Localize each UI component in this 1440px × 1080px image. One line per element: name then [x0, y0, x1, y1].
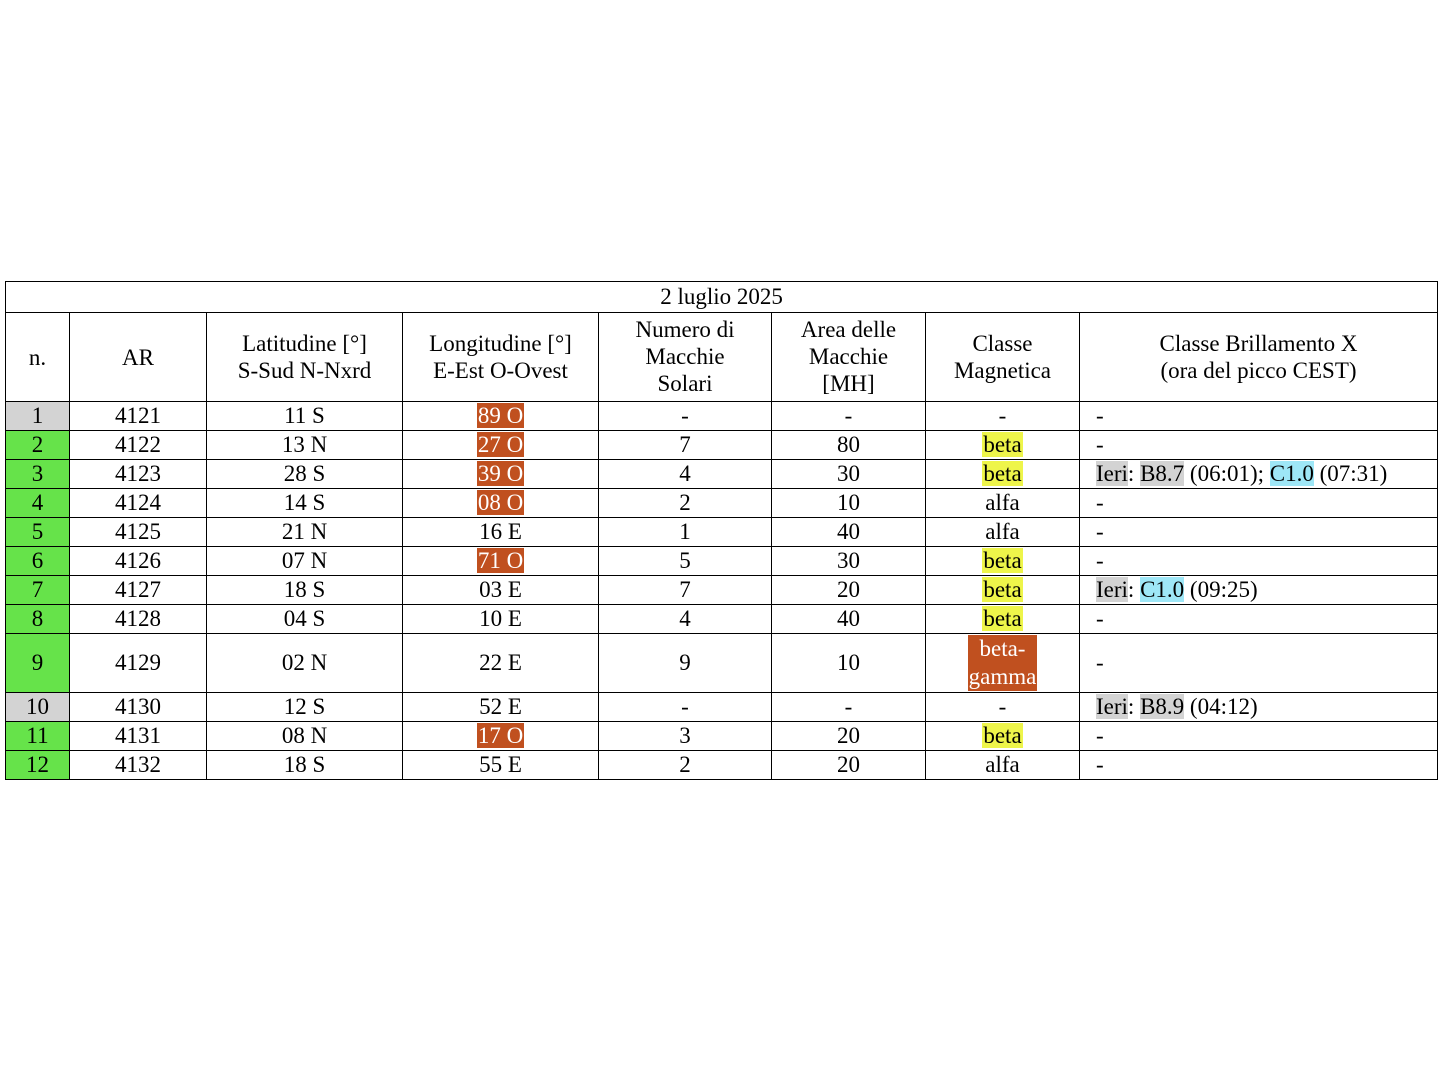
- flare-class-b: B8.7: [1140, 461, 1185, 487]
- table-row: [6, 576, 1438, 605]
- spot-count-cell: 9: [599, 634, 772, 693]
- magnetic-highlight: beta: [983, 606, 1022, 632]
- latitude-cell: 12 S: [207, 693, 403, 722]
- spot-area-cell: 10: [772, 634, 926, 693]
- spot-area-cell: 80: [772, 431, 926, 460]
- latitude-cell: 18 S: [207, 751, 403, 780]
- row-number: 5: [6, 518, 70, 547]
- longitude-cell: 10 E: [403, 605, 599, 634]
- spot-area-cell: 20: [772, 751, 926, 780]
- ieri-label: Ieri: [1096, 461, 1128, 487]
- table-row: [6, 547, 1438, 576]
- latitude-cell: 11 S: [207, 402, 403, 431]
- ar-cell: 4125: [70, 518, 207, 547]
- spot-count-cell: 2: [599, 751, 772, 780]
- table-row: [6, 751, 1438, 780]
- longitude-cell: 52 E: [403, 693, 599, 722]
- flare-cell: -: [1080, 518, 1438, 547]
- header-spot-area: Area delle Macchie [MH]: [772, 313, 926, 402]
- table-row: [6, 489, 1438, 518]
- row-number: 11: [6, 722, 70, 751]
- longitude-cell: [403, 489, 599, 518]
- header-row: [6, 313, 1438, 402]
- table-row: [6, 634, 1438, 693]
- longitude-cell: 16 E: [403, 518, 599, 547]
- spot-count-cell: -: [599, 402, 772, 431]
- table-row: [6, 431, 1438, 460]
- longitude-cell: [403, 722, 599, 751]
- table-row: [6, 518, 1438, 547]
- flare-class-c: C1.0: [1269, 461, 1314, 487]
- spot-count-cell: 5: [599, 547, 772, 576]
- magnetic-highlight: beta: [983, 577, 1022, 603]
- flare-time: (09:25): [1189, 577, 1258, 603]
- title-row: [6, 282, 1438, 313]
- longitude-highlight: 71 O: [477, 548, 524, 574]
- table-row: [6, 693, 1438, 722]
- header-longitude: Longitudine [°] E-Est O-Ovest: [403, 313, 599, 402]
- magnetic-highlight: beta: [983, 548, 1022, 574]
- ieri-label: Ieri: [1096, 577, 1128, 603]
- row-number: 10: [6, 693, 70, 722]
- magnetic-highlight: gamma: [968, 664, 1037, 689]
- spot-count-cell: 4: [599, 605, 772, 634]
- magnetic-class-cell: alfa: [926, 518, 1080, 547]
- magnetic-class-cell: [926, 722, 1080, 751]
- magnetic-highlight: beta-: [968, 635, 1038, 663]
- flare-cell: -: [1080, 489, 1438, 518]
- flare-time: (06:01);: [1189, 461, 1265, 487]
- row-number: 3: [6, 460, 70, 489]
- row-number: 8: [6, 605, 70, 634]
- spot-area-cell: 40: [772, 518, 926, 547]
- ar-cell: 4130: [70, 693, 207, 722]
- magnetic-class-cell: [926, 460, 1080, 489]
- flare-cell: -: [1080, 751, 1438, 780]
- row-number: 2: [6, 431, 70, 460]
- magnetic-highlight: beta: [983, 461, 1022, 487]
- ar-cell: 4122: [70, 431, 207, 460]
- latitude-cell: 04 S: [207, 605, 403, 634]
- flare-class-b: B8.9: [1140, 694, 1185, 720]
- row-number: 1: [6, 402, 70, 431]
- ar-cell: 4123: [70, 460, 207, 489]
- table-row: [6, 722, 1438, 751]
- ar-cell: 4121: [70, 402, 207, 431]
- longitude-highlight: 17 O: [477, 723, 524, 749]
- spot-area-cell: -: [772, 402, 926, 431]
- spot-area-cell: 20: [772, 576, 926, 605]
- spot-area-cell: 40: [772, 605, 926, 634]
- ar-cell: 4127: [70, 576, 207, 605]
- flare-time: (04:12): [1189, 694, 1258, 720]
- magnetic-class-cell: alfa: [926, 751, 1080, 780]
- longitude-cell: 22 E: [403, 634, 599, 693]
- flare-class-c: C1.0: [1140, 577, 1185, 603]
- longitude-highlight: 08 O: [477, 490, 524, 516]
- row-number: 7: [6, 576, 70, 605]
- table-row: [6, 605, 1438, 634]
- longitude-highlight: 39 O: [477, 461, 524, 487]
- flare-cell: -: [1080, 634, 1438, 693]
- flare-cell: [1080, 460, 1438, 489]
- header-n: n.: [6, 313, 70, 402]
- flare-cell: -: [1080, 547, 1438, 576]
- ar-cell: 4129: [70, 634, 207, 693]
- header-spot-count: Numero di Macchie Solari: [599, 313, 772, 402]
- magnetic-highlight: beta: [983, 432, 1022, 458]
- longitude-cell: [403, 547, 599, 576]
- latitude-cell: 28 S: [207, 460, 403, 489]
- header-magnetic-class: Classe Magnetica: [926, 313, 1080, 402]
- table-row: [6, 460, 1438, 489]
- spot-area-cell: 10: [772, 489, 926, 518]
- flare-cell: -: [1080, 402, 1438, 431]
- magnetic-class-cell: [926, 547, 1080, 576]
- magnetic-class-cell: -: [926, 693, 1080, 722]
- row-number: 4: [6, 489, 70, 518]
- table-row: [6, 402, 1438, 431]
- latitude-cell: 08 N: [207, 722, 403, 751]
- longitude-cell: [403, 460, 599, 489]
- spot-count-cell: 7: [599, 576, 772, 605]
- flare-cell: [1080, 576, 1438, 605]
- magnetic-highlight: beta: [983, 723, 1022, 749]
- latitude-cell: 18 S: [207, 576, 403, 605]
- sunspot-table: [5, 281, 1438, 780]
- spot-count-cell: 7: [599, 431, 772, 460]
- latitude-cell: 13 N: [207, 431, 403, 460]
- spot-area-cell: 20: [772, 722, 926, 751]
- magnetic-class-cell: alfa: [926, 489, 1080, 518]
- longitude-cell: 03 E: [403, 576, 599, 605]
- spot-area-cell: 30: [772, 460, 926, 489]
- latitude-cell: 14 S: [207, 489, 403, 518]
- separator: :: [1127, 577, 1135, 603]
- row-number: 12: [6, 751, 70, 780]
- spot-area-cell: -: [772, 693, 926, 722]
- flare-time: (07:31): [1319, 461, 1388, 487]
- spot-area-cell: 30: [772, 547, 926, 576]
- latitude-cell: 02 N: [207, 634, 403, 693]
- ar-cell: 4124: [70, 489, 207, 518]
- longitude-cell: [403, 402, 599, 431]
- longitude-cell: 55 E: [403, 751, 599, 780]
- ar-cell: 4131: [70, 722, 207, 751]
- row-number: 9: [6, 634, 70, 693]
- spot-count-cell: 2: [599, 489, 772, 518]
- ar-cell: 4126: [70, 547, 207, 576]
- magnetic-class-cell: [926, 634, 1080, 693]
- spot-count-cell: 4: [599, 460, 772, 489]
- table-title: 2 luglio 2025: [6, 282, 1438, 313]
- ieri-label: Ieri: [1096, 694, 1128, 720]
- spot-count-cell: 1: [599, 518, 772, 547]
- header-flare-class: Classe Brillamento X (ora del picco CEST): [1080, 313, 1438, 402]
- spot-count-cell: -: [599, 693, 772, 722]
- latitude-cell: 21 N: [207, 518, 403, 547]
- ar-cell: 4128: [70, 605, 207, 634]
- longitude-highlight: 27 O: [477, 432, 524, 458]
- flare-cell: -: [1080, 722, 1438, 751]
- flare-cell: [1080, 693, 1438, 722]
- magnetic-class-cell: -: [926, 402, 1080, 431]
- header-ar: AR: [70, 313, 207, 402]
- spot-count-cell: 3: [599, 722, 772, 751]
- longitude-cell: [403, 431, 599, 460]
- flare-cell: -: [1080, 605, 1438, 634]
- magnetic-class-cell: [926, 431, 1080, 460]
- separator: :: [1127, 694, 1135, 720]
- separator: :: [1127, 461, 1135, 487]
- row-number: 6: [6, 547, 70, 576]
- flare-cell: -: [1080, 431, 1438, 460]
- magnetic-class-cell: [926, 605, 1080, 634]
- ar-cell: 4132: [70, 751, 207, 780]
- header-latitude: Latitudine [°] S-Sud N-Nxrd: [207, 313, 403, 402]
- longitude-highlight: 89 O: [477, 403, 524, 429]
- magnetic-class-cell: [926, 576, 1080, 605]
- latitude-cell: 07 N: [207, 547, 403, 576]
